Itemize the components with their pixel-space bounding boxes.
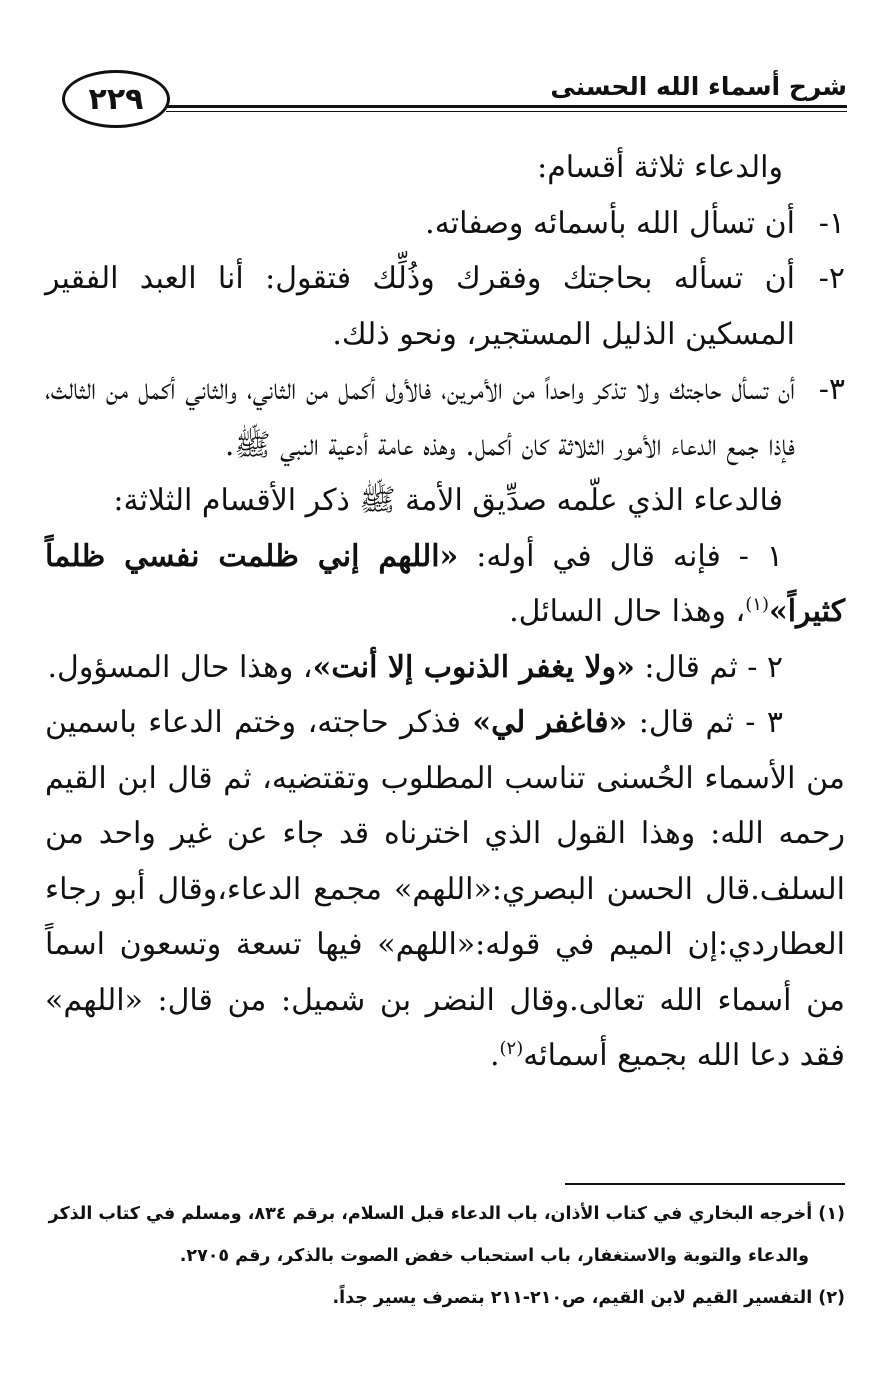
point-2-lead: ٢ - ثم قال: [634, 649, 783, 685]
sedeeq-paragraph: فالدعاء الذي علّمه صدِّيق الأمة ﷺ ذكر الأقسام الثلاثة: [113, 483, 783, 518]
header-rule-thin [166, 111, 847, 112]
list-item-text: أن تسأل حاجتك ولا تذكر واحداً من الأمرين، فالأول أكمل من الثاني، والثاني أكمل من الثالث، فإذا جمع الدعاء الأمور الثلاثة كان أكمل. وهذه عامة أدعية النبي ﷺ. [45, 372, 795, 463]
footnotes [45, 1193, 845, 1319]
point-3-tail: فذكر حاجته، وختم الدعاء باسمين من الأسماء الحُسنى تناسب المطلوب وتقتضيه، ثم قال ابن القيم رحمه الله: وهذا القول الذي اخترناه قد جاء عن غير واحد من السلف.قال الحسن البصري:«اللهم» مجمع الدعاء،وقال أبو رجاء العطاردي:إن الميم في قوله:«اللهم» فيها تسعة وتسعون اسماً من أسماء الله تعالى.وقال النضر بن شميل: من قال: «اللهم» فقد دعا الله بجميع أسمائه [45, 705, 845, 1073]
footnote-ref-2[interactable]: (٢) [499, 1038, 524, 1059]
footnote-1-line-2: والدعاء والتوبة والاستغفار، باب استحباب خفض الصوت بالذكر، رقم ٢٧٠٥. [179, 1246, 809, 1266]
point-1-tail: ، وهذا حال السائل. [509, 594, 746, 629]
intro-paragraph: والدعاء ثلاثة أقسام: [537, 150, 783, 185]
point-3-end: . [489, 1038, 500, 1073]
point-3-lead: ٣ - ثم قال: [627, 705, 784, 740]
list-item [45, 251, 845, 362]
page-number-oval [62, 70, 170, 128]
footnote-divider [565, 1183, 845, 1185]
footnote-1-line-1: (١) أخرجه البخاري في كتاب الأذان، باب الدعاء قبل السلام، برقم ٨٣٤، ومسلم في كتاب الذكر [48, 1204, 845, 1224]
page-number: ٢٢٩ [88, 81, 144, 117]
point-1-lead: ١ - فإنه قال في أوله: [458, 538, 783, 574]
header-rule-thick [166, 105, 847, 108]
point-1-paragraph [45, 529, 845, 640]
point-1-quote: «اللهم إني ظلمت نفسي ظلماً كثيراً» [45, 538, 845, 629]
point-2-paragraph [45, 640, 845, 696]
book-title: شرح أسماء الله الحسنى [550, 72, 847, 101]
footnote-2: (٢) التفسير القيم لابن القيم، ص٢١٠-٢١١ بتصرف يسير جداً. [332, 1288, 845, 1308]
list-item [45, 362, 845, 473]
list-item-number: ٣- [818, 372, 845, 407]
list-item-text: أن تسأله بحاجتك وفقرك وذُلِّك فتقول: أنا العبد الفقير المسكين الذليل المستجير، ونحو ذلك. [45, 261, 795, 352]
point-2-tail: ، وهذا حال المسؤول. [47, 649, 313, 685]
main-text [45, 140, 845, 1084]
list-item [45, 196, 845, 252]
list-item-number: ٢- [818, 261, 845, 296]
footnote-ref-1[interactable]: (١) [745, 594, 769, 615]
page-header [62, 70, 847, 136]
point-3-quote: «فاغفر لي» [472, 705, 628, 740]
list-item-number: ١- [818, 205, 845, 241]
point-2-quote: «ولا يغفر الذنوب إلا أنت» [312, 649, 635, 685]
list-item-text: أن تسأل الله بأسمائه وصفاته. [425, 205, 795, 241]
point-3-paragraph [45, 695, 845, 1084]
